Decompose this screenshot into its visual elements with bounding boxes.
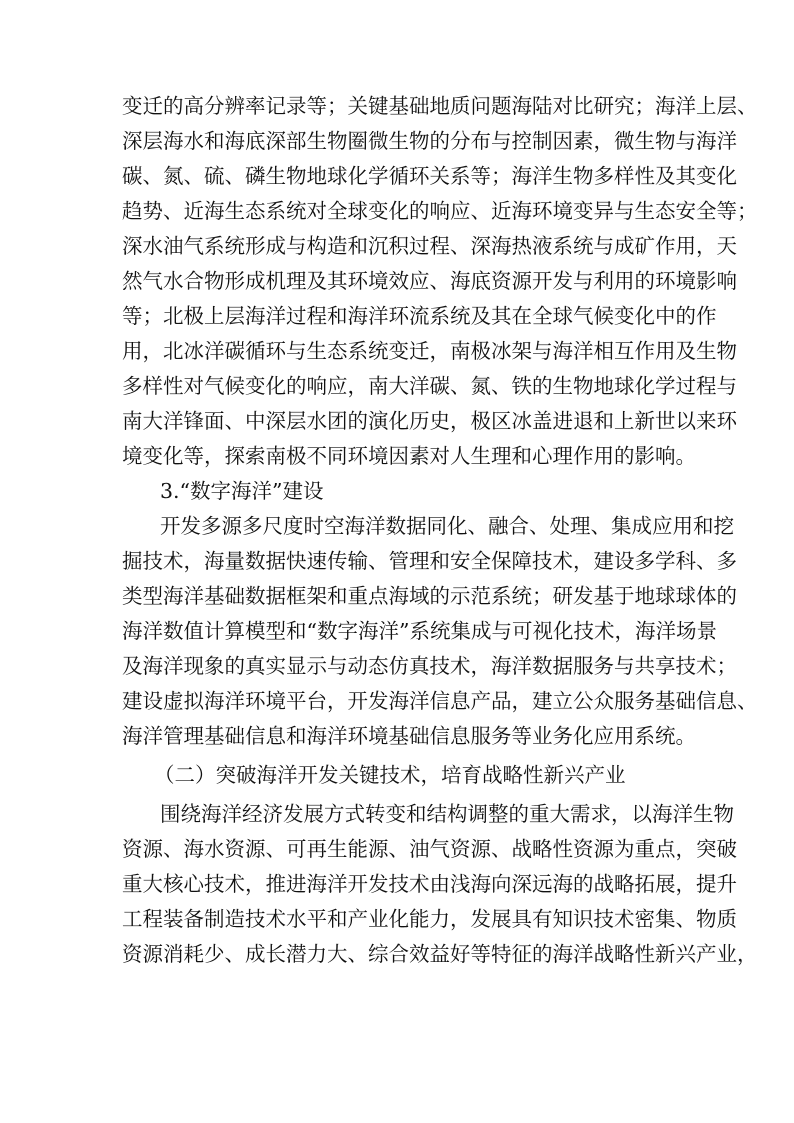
paragraph-line: 开发多源多尺度时空海洋数据同化、融合、处理、集成应用和挖 (160, 514, 734, 538)
section-heading: （二）突破海洋开发关键技术，培育战略性新兴产业 (154, 763, 626, 787)
paragraph-line: 工程装备制造技术水平和产业化能力，发展具有知识技术密集、物质 (122, 907, 737, 931)
paragraph-line: 用，北冰洋碳循环与生态系统变迁，南极冰架与海洋相互作用及生物 (122, 339, 737, 363)
paragraph-line: 变迁的高分辨率记录等；关键基础地质问题海陆对比研究；海洋上层、 (122, 94, 758, 118)
paragraph-line: 海洋管理基础信息和海洋环境基础信息服务等业务化应用系统。 (122, 724, 696, 748)
paragraph-line: 境变化等，探索南极不同环境因素对人生理和心理作用的影响。 (122, 444, 696, 468)
paragraph-line: 碳、氮、硫、磷生物地球化学循环关系等；海洋生物多样性及其变化 (122, 164, 737, 188)
paragraph-line: 掘技术，海量数据快速传输、管理和安全保障技术，建设多学科、多 (122, 549, 737, 573)
subsection-heading: 3.“数字海洋”建设 (160, 479, 324, 503)
paragraph-line: 建设虚拟海洋环境平台，开发海洋信息产品，建立公众服务基础信息、 (122, 689, 758, 713)
paragraph-line: 多样性对气候变化的响应，南大洋碳、氮、铁的生物地球化学过程与 (122, 374, 737, 398)
paragraph-line: 趋势、近海生态系统对全球变化的响应、近海环境变异与生态安全等； (122, 199, 758, 223)
paragraph-line: 资源、海水资源、可再生能源、油气资源、战略性资源为重点，突破 (122, 837, 737, 861)
paragraph-line: 类型海洋基础数据框架和重点海域的示范系统；研发基于地球球体的 (122, 584, 737, 608)
paragraph-line: 海洋数值计算模型和“数字海洋”系统集成与可视化技术，海洋场景 (122, 619, 717, 643)
paragraph-line: 南大洋锋面、中深层水团的演化历史，极区冰盖进退和上新世以来环 (122, 409, 737, 433)
paragraph-line: 深水油气系统形成与构造和沉积过程、深海热液系统与成矿作用，天 (122, 234, 737, 258)
paragraph-line: 等；北极上层海洋过程和海洋环流系统及其在全球气候变化中的作 (122, 304, 717, 328)
paragraph-line: 及海洋现象的真实显示与动态仿真技术，海洋数据服务与共享技术； (122, 654, 737, 678)
paragraph-line: 重大核心技术，推进海洋开发技术由浅海向深远海的战略拓展，提升 (122, 872, 737, 896)
paragraph-line: 资源消耗少、成长潜力大、综合效益好等特征的海洋战略性新兴产业， (122, 942, 758, 966)
paragraph-line: 围绕海洋经济发展方式转变和结构调整的重大需求，以海洋生物 (160, 802, 734, 826)
paragraph-line: 然气水合物形成机理及其环境效应、海底资源开发与利用的环境影响 (122, 269, 737, 293)
paragraph-line: 深层海水和海底深部生物圈微生物的分布与控制因素，微生物与海洋 (122, 129, 737, 153)
